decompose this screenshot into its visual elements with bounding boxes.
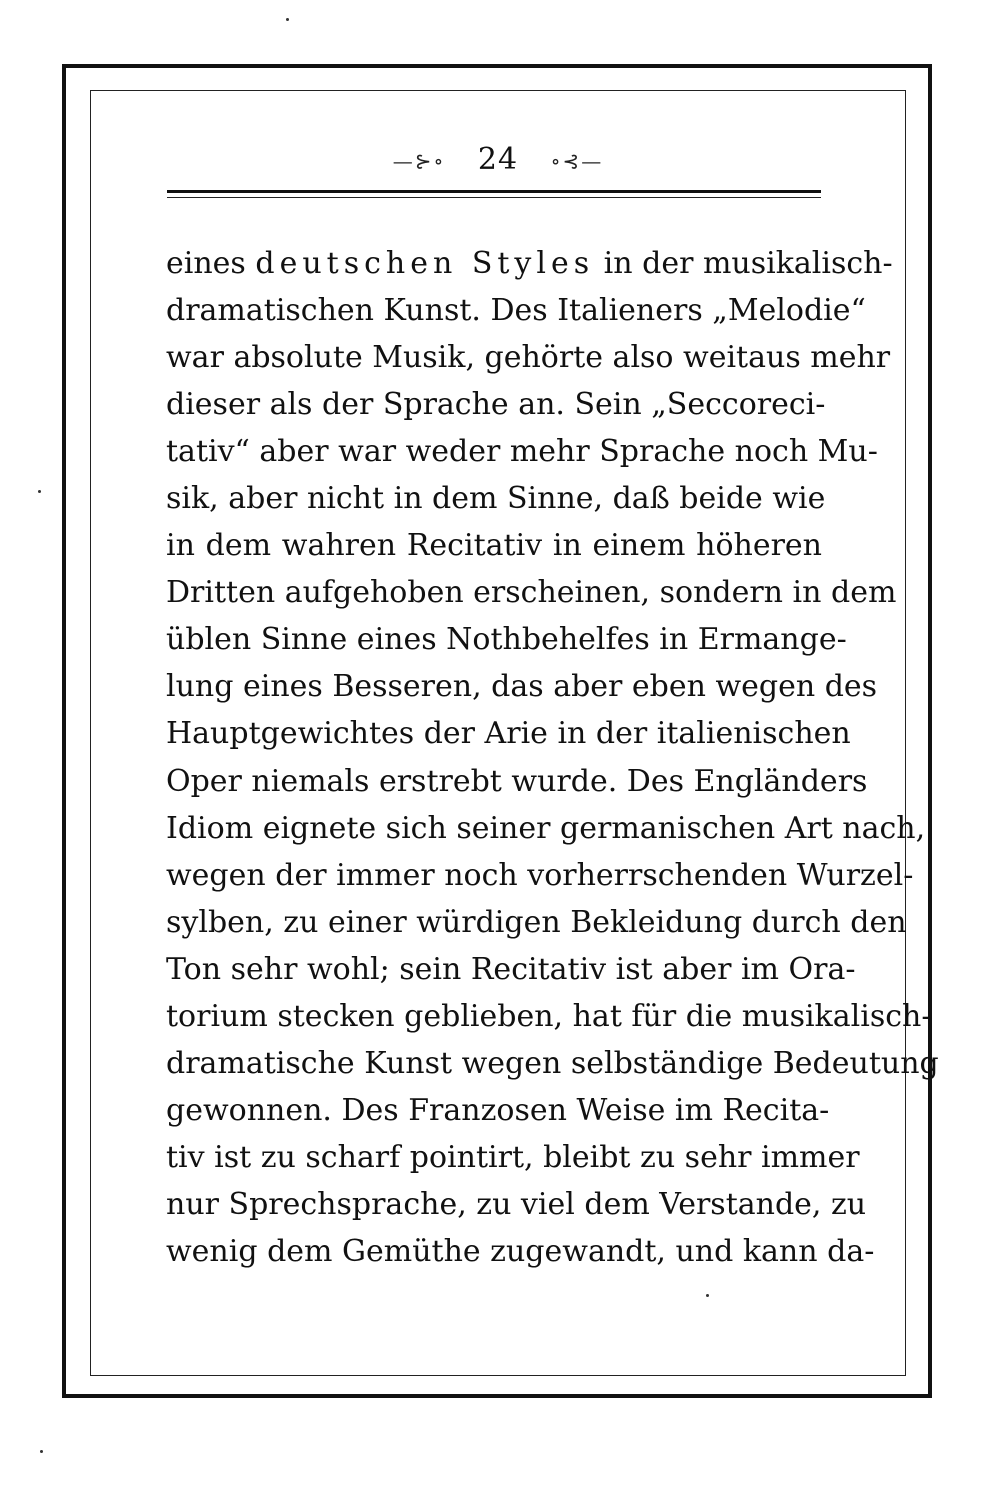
print-speck — [40, 1450, 43, 1453]
text-line: dramatischen Kunst. Des Italieners „Melodie“ — [166, 293, 866, 329]
text-line: Hauptgewichtes der Arie in der italienischen — [166, 716, 851, 752]
print-speck — [286, 18, 289, 21]
text-line: Dritten aufgehoben erscheinen, sondern in dem — [166, 575, 897, 611]
text-line: torium stecken geblieben, hat für die musikalisch- — [166, 998, 932, 1034]
text-line: dieser als der Sprache an. Sein „Seccoreci- — [166, 387, 826, 423]
header-rule-thin — [167, 197, 821, 198]
text-line: Ton sehr wohl; sein Recitativ ist aber im Ora- — [166, 951, 856, 987]
text-line: war absolute Musik, gehörte also weitaus mehr — [166, 340, 891, 376]
text-line: lung eines Besseren, das aber eben wegen des — [166, 669, 878, 705]
print-speck — [706, 1294, 709, 1297]
page-number: 24 — [477, 142, 519, 177]
text-line: Idiom eignete sich seiner germanischen Art nach, — [166, 810, 926, 846]
text-line: Oper niemals erstrebt wurde. Des Engländers — [166, 763, 868, 799]
header-rule-thick — [167, 190, 821, 193]
text-segment: eines — [166, 246, 256, 281]
emphasized-phrase: deutschen Styles — [255, 246, 595, 281]
text-line: sylben, zu einer würdigen Bekleidung durch den — [166, 904, 907, 940]
text-line: in dem wahren Recitativ in einem höheren — [166, 528, 822, 564]
text-line: üblen Sinne eines Nothbehelfes in Ermange- — [166, 622, 847, 658]
text-line: sik, aber nicht in dem Sinne, daß beide wie — [166, 481, 826, 517]
text-line: dramatische Kunst wegen selbständige Bedeutung — [166, 1045, 939, 1081]
text-line: gewonnen. Des Franzosen Weise im Recita- — [166, 1092, 830, 1128]
text-line: wegen der immer noch vorherrschenden Wurzel- — [166, 857, 914, 893]
text-segment: in der musikalisch- — [594, 246, 893, 281]
ornament-left-icon: —⊱∘ — [392, 149, 446, 173]
page-header — [90, 140, 906, 181]
text-line — [166, 240, 893, 287]
text-line: nur Sprechsprache, zu viel dem Verstande, zu — [166, 1186, 867, 1222]
ornament-right-icon: ∘⊰— — [550, 149, 604, 173]
text-line: tiv ist zu scharf pointirt, bleibt zu sehr immer — [166, 1139, 860, 1175]
body-text — [166, 240, 939, 1275]
text-line: wenig dem Gemüthe zugewandt, und kann da- — [166, 1233, 875, 1269]
print-speck — [38, 490, 41, 493]
text-line: tativ“ aber war weder mehr Sprache noch Mu- — [166, 434, 878, 470]
